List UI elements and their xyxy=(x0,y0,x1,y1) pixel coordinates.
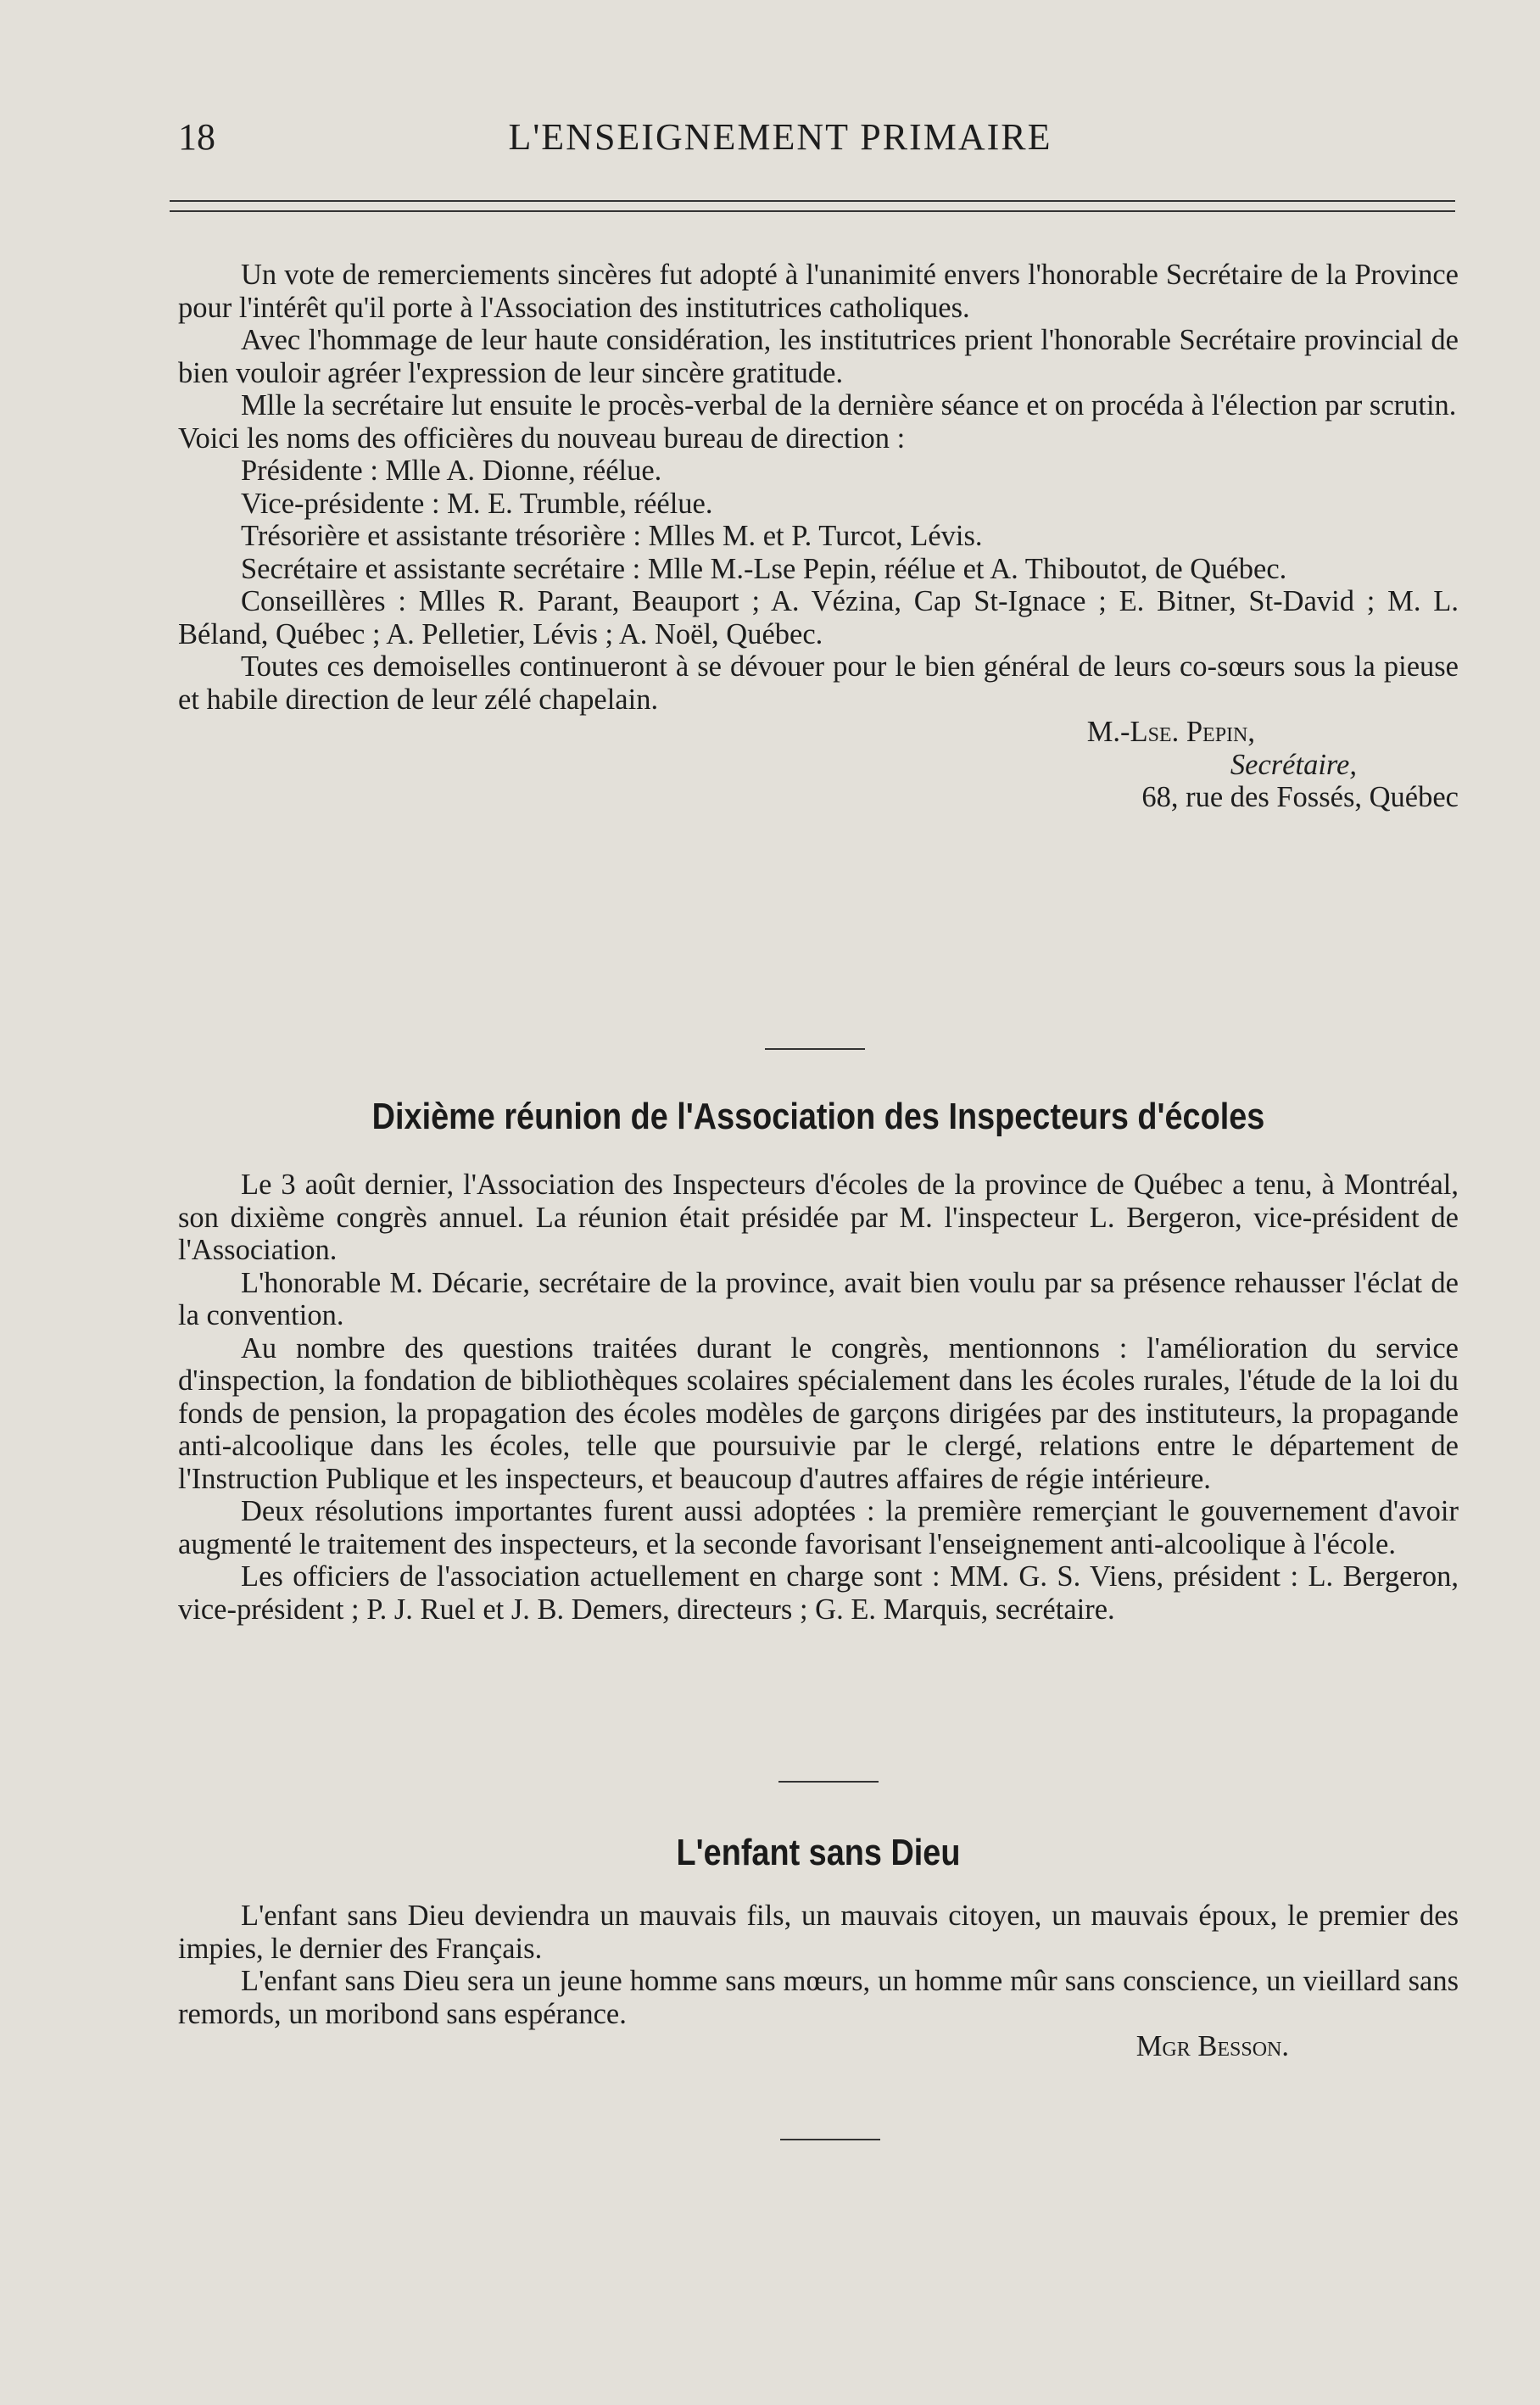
paragraph: Toutes ces demoiselles continueront à se dévouer pour le bien général de leurs co-sœurs sous la pieuse et habile direction de leur zélé chapelain. xyxy=(178,650,1459,716)
paragraph: Avec l'hommage de leur haute considération, les institutrices prient l'honorable Secrétaire provincial de bien vouloir agréer l'expression de leur sincère gratitude. xyxy=(178,324,1459,389)
end-divider xyxy=(780,2139,880,2140)
paragraph: L'enfant sans Dieu deviendra un mauvais fils, un mauvais citoyen, un mauvais époux, le premier des impies, le dernier des Français. xyxy=(178,1900,1459,1965)
paragraph: Deux résolutions importantes furent aussi adoptées : la première remerçiant le gouvernement d'avoir augmenté le traitement des inspecteurs, et la seconde favorisant l'enseignement anti-alcoolique à l'école. xyxy=(178,1495,1459,1560)
signature-title: Secrétaire, xyxy=(1230,748,1357,781)
page-header xyxy=(119,112,1442,163)
page-number: 18 xyxy=(178,116,215,158)
paragraph: Le 3 août dernier, l'Association des Inspecteurs d'écoles de la province de Québec a tenu, à Montréal, son dixième congrès annuel. La réunion était présidée par M. l'inspecteur L. Bergeron, vice-président de l'Association. xyxy=(178,1169,1459,1266)
section-heading: Dixième réunion de l'Association des Inspecteurs d'écoles xyxy=(371,1096,1265,1137)
officer-line: Secrétaire et assistante secrétaire : Mlle M.-Lse Pepin, réélue et A. Thiboutot, de Québec. xyxy=(241,552,1287,585)
section-divider xyxy=(765,1048,865,1050)
officer-line: Présidente : Mlle A. Dionne, réélue. xyxy=(241,455,662,487)
section-divider xyxy=(778,1781,879,1783)
signature-address: 68, rue des Fossés, Québec xyxy=(1141,781,1459,813)
paragraph: Un vote de remerciements sincères fut adopté à l'unanimité envers l'honorable Secrétaire de la Province pour l'intérêt qu'il porte à l'Association des institutrices catholiques. xyxy=(178,259,1459,324)
officer-line: Conseillères : Mlles R. Parant, Beauport ; A. Vézina, Cap St-Ignace ; E. Bitner, St-David ; M. L. Béland, Québec ; A. Pelletier, Lévis ; A. Noël, Québec. xyxy=(178,585,1459,650)
section-enfant xyxy=(178,1900,1459,2063)
paragraph: Au nombre des questions traitées durant le congrès, mentionnons : l'amélioration du service d'inspection, la fondation de bibliothèques scolaires spécialement dans les écoles rurales, l'étude de la loi du fonds de pension, la propagation des écoles modèles de garçons dirigées par des instituteurs, la propagande anti-alcoolique dans les écoles, telle que poursuivie par le clergé, relations entre le département de l'Instruction Publique et les inspecteurs, et beaucoup d'autres affaires de régie intérieure. xyxy=(178,1331,1459,1495)
signature-name: M.-Lse. Pepin, xyxy=(1086,716,1255,748)
header-double-rule xyxy=(170,200,1455,212)
section-heading: L'enfant sans Dieu xyxy=(676,1832,961,1873)
section-inspectors xyxy=(178,1169,1459,1626)
running-title: L'ENSEIGNEMENT PRIMAIRE xyxy=(508,116,1052,158)
paragraph: Mlle la secrétaire lut ensuite le procès-verbal de la dernière séance et on procéda à l'élection par scrutin. xyxy=(241,389,1457,421)
paragraph: L'honorable M. Décarie, secrétaire de la province, avait bien voulu par sa présence rehausser l'éclat de la convention. xyxy=(178,1266,1459,1331)
officer-line: Vice-présidente : M. E. Trumble, réélue. xyxy=(241,487,713,520)
section-minutes xyxy=(178,259,1459,814)
officer-line: Trésorière et assistante trésorière : Mlles M. et P. Turcot, Lévis. xyxy=(241,520,983,552)
paragraph: L'enfant sans Dieu sera un jeune homme sans mœurs, un homme mûr sans conscience, un vieillard sans remords, un moribond sans espérance. xyxy=(178,1965,1459,2030)
paragraph: Les officiers de l'association actuellement en charge sont : MM. G. S. Viens, président : L. Bergeron, vice-président ; P. J. Ruel et J. B. Demers, directeurs ; G. E. Marquis, secrétaire. xyxy=(178,1560,1459,1626)
paragraph: Voici les noms des officières du nouveau bureau de direction : xyxy=(178,421,906,455)
author-signature: Mgr Besson. xyxy=(1135,2030,1289,2062)
